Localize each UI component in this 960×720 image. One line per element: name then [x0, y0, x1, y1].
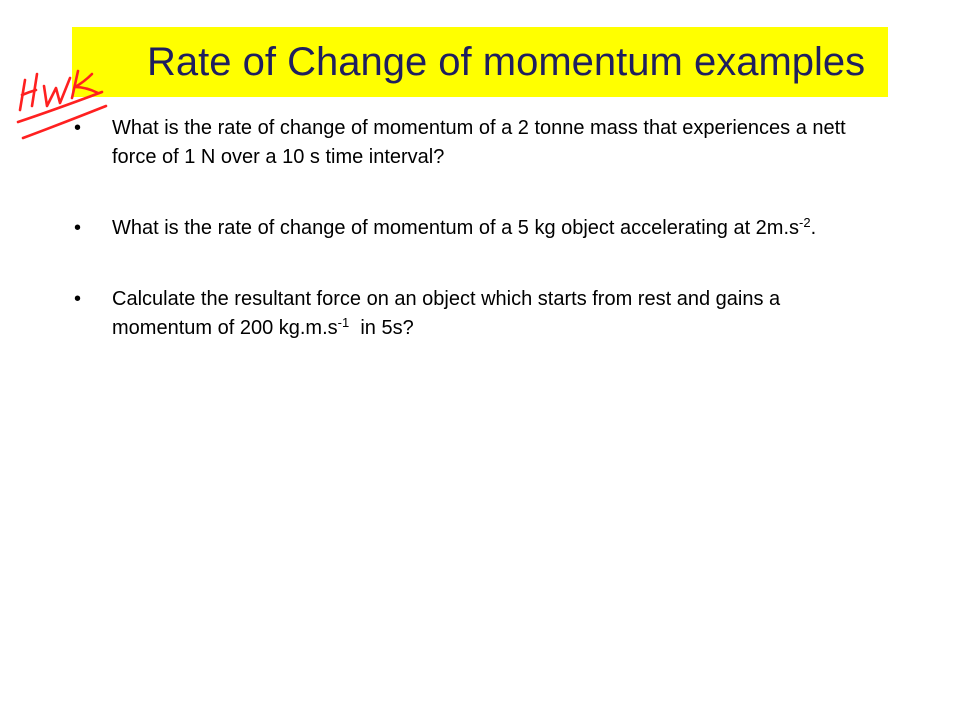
question-text: What is the rate of change of momentum of a 2 tonne mass that experiences a nett force of 1 N over a 10 s time interval? [112, 117, 846, 168]
slide-title: Rate of Change of momentum examples [147, 40, 866, 84]
list-item [72, 214, 872, 243]
bullet-marker: • [74, 288, 82, 310]
bullet-marker: • [74, 117, 82, 139]
question-text-end: . [810, 217, 817, 239]
bullet-marker: • [74, 217, 82, 239]
unit-exponent: -1 [337, 315, 350, 330]
list-item [72, 114, 872, 172]
question-text: What is the rate of change of momentum of a 5 kg object accelerating at 2m.s [112, 217, 800, 239]
question-text-end: in 5s? [349, 317, 414, 339]
list-item [72, 285, 872, 343]
unit-exponent: -2 [799, 215, 811, 230]
question-text: Calculate the resultant force on an object which starts from rest and gains a momentum of 200 kg.m.s [112, 288, 781, 339]
question-list [72, 114, 872, 385]
